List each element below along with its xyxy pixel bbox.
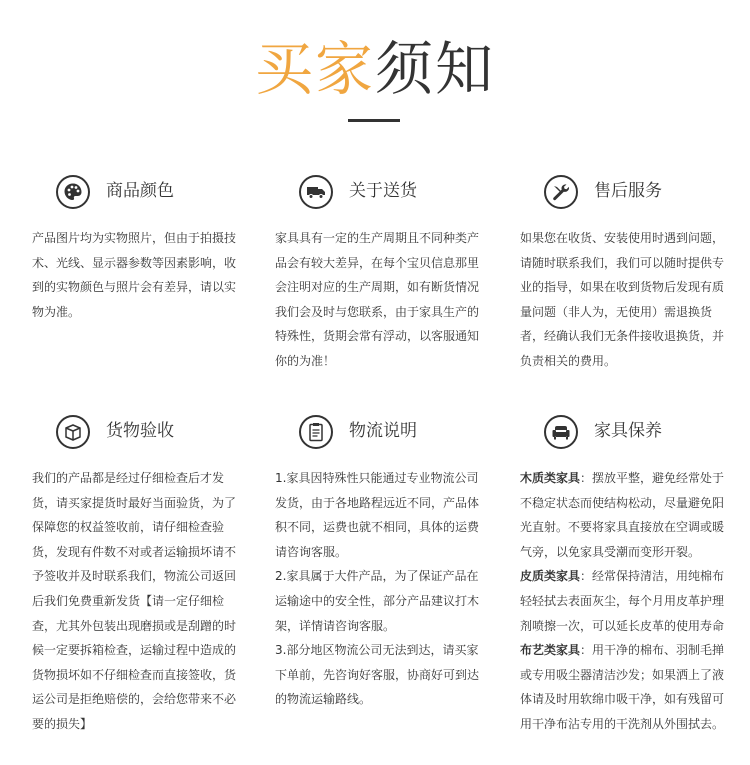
clipboard-icon [299, 415, 333, 449]
care-label: 布艺类家具 [520, 643, 581, 658]
sofa-icon [544, 415, 578, 449]
section-text: 我们的产品都是经过仔细检查后才发货，请买家提货时最好当面验货，为了保障您的权益签收前，请仔细检查验货，发现有件数不对或者运输损坏请不予签收并及时联系我们，物流公司返回后我们免费重新发货【请一定仔细检查，尤其外包装出现磨损或是刮蹭的时候一定要拆箱检查，运输过程中造成的货物损坏如不仔细检查而直接签收，货运公司是拒绝赔偿的，会给您带来不必要的损失】 [32, 471, 237, 731]
section-title: 家具保养 [594, 421, 662, 441]
care-item-leather [520, 564, 735, 638]
section-furniture-care [520, 415, 735, 737]
section-logistics [275, 415, 490, 712]
section-text: 如果您在收货、安装使用时遇到问题，请随时联系我们，我们可以随时提供专业的指导，如果在收到货物后发现有质量问题（非人为，无使用）需退换货者，经确认我们无条件接收退换货，并负责相关的费用。 [520, 231, 725, 368]
section-delivery [275, 175, 490, 374]
care-item-fabric [520, 638, 735, 736]
logistics-item: 1.家具因特殊性只能通过专业物流公司发货，由于各地路程远近不同，产品体积不同，运费也就不相同，具体的运费请咨询客服。 [275, 471, 480, 559]
section-title: 商品颜色 [106, 181, 174, 201]
care-text: ：经常保持清洁，用纯棉布轻轻拭去表面灰尘，每个月用皮革护理剂喷擦一次，可以延长皮革的使用寿命 [520, 569, 725, 633]
wrench-icon [544, 175, 578, 209]
section-text: 家具具有一定的生产周期且不同种类产品会有较大差异，在每个宝贝信息那里会注明对应的生产周期，如有断货情况我们会及时与您联系，由于家具生产的特殊性，货期会常有浮动，以客服通知你的为准！ [275, 231, 480, 368]
title-accent: 买家 [254, 35, 375, 103]
section-text [520, 466, 735, 737]
care-text: ：用干净的棉布、羽制毛掸或专用吸尘器清洁沙发；如果洒上了液体请及时用软绵巾吸干净，如有残留可用干净布沾专用的干洗剂从外围拭去。 [520, 643, 725, 731]
section-product-color [32, 175, 247, 324]
palette-icon [56, 175, 90, 209]
care-item-wood [520, 466, 735, 564]
section-title: 货物验收 [106, 421, 174, 441]
section-title: 售后服务 [594, 181, 662, 201]
care-text: ：摆放平整，避免经常处于不稳定状态而使结构松动，尽量避免阳光直射。不要将家具直接放在空调或暖气旁，以免家具受潮而变形开裂。 [520, 471, 725, 559]
section-text [275, 466, 490, 712]
title-divider [348, 119, 400, 122]
logistics-item: 2.家具属于大件产品，为了保证产品在运输途中的安全性，部分产品建议打木架，详情请咨询客服。 [275, 569, 480, 633]
section-inspection [32, 415, 247, 737]
box-icon [56, 415, 90, 449]
section-text: 产品图片均为实物照片，但由于拍摄技术、光线、显示器参数等因素影响，收到的实物颜色与照片会有差异，请以实物为准。 [32, 231, 237, 319]
care-label: 木质类家具 [520, 471, 581, 485]
page-title [0, 34, 750, 104]
section-title: 关于送货 [349, 181, 417, 201]
care-label: 皮质类家具 [520, 569, 581, 584]
truck-icon [299, 175, 333, 209]
title-rest: 须知 [375, 35, 496, 103]
section-title: 物流说明 [349, 421, 417, 441]
logistics-item: 3.部分地区物流公司无法到达，请买家下单前，先咨询好客服，协商好可到达的物流运输路线。 [275, 643, 480, 707]
section-after-sales [520, 175, 735, 374]
